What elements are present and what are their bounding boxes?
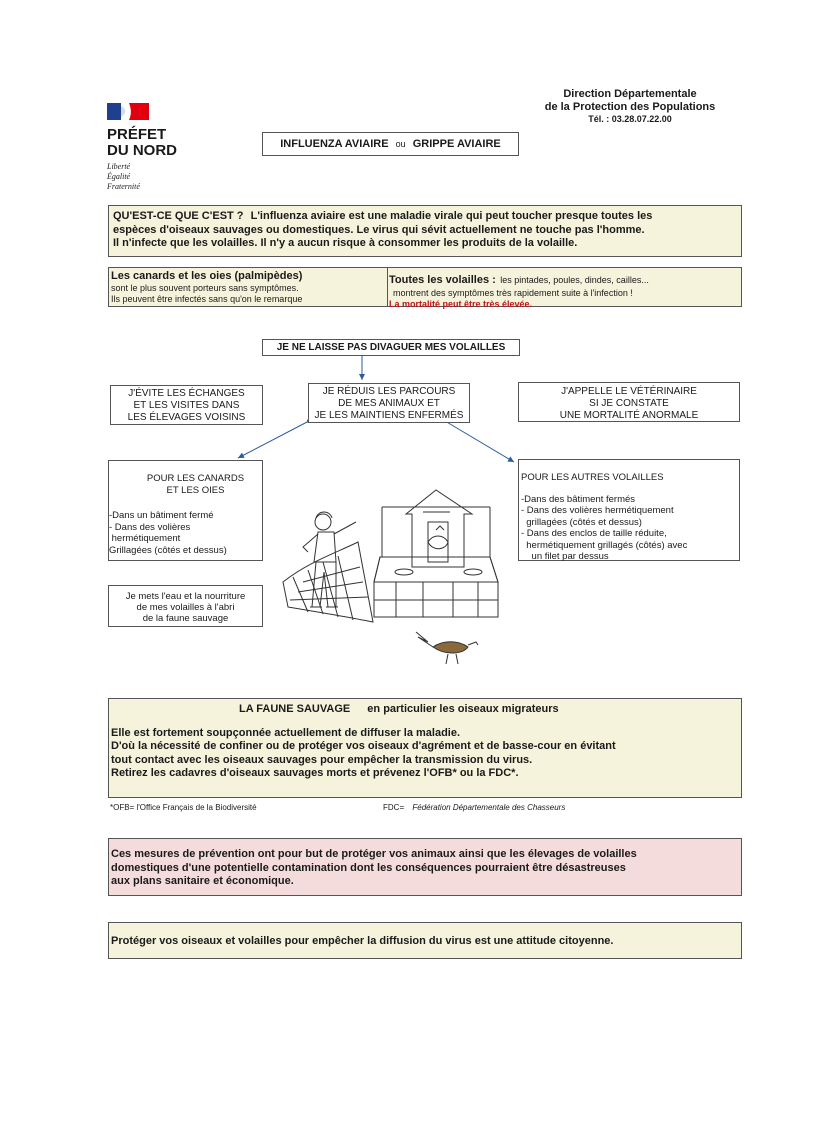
flow-center-box	[308, 383, 470, 423]
footnote-fdc	[383, 802, 565, 813]
org-phone: Tél. : 03.28.07.22.00	[588, 114, 672, 124]
ducks-box-item: hermétiquement	[109, 533, 181, 544]
title-part2: GRIPPE AVIAIRE	[412, 138, 501, 150]
footnote-fdc-label: FDC=	[383, 803, 405, 812]
prevention-line1: Ces mesures de prévention ont pour but de protéger vos animaux ainsi que les élevages de volailles	[111, 848, 637, 860]
closing-box	[108, 922, 742, 959]
arrow-center-to-ducks	[238, 421, 309, 458]
poultry-info-line1: montrent des symptômes très rapidement suite à l'infection !	[393, 288, 633, 298]
ducks-box-items	[109, 510, 262, 556]
footnote-ofb: *OFB= l'Office Français de la Biodiversité	[110, 803, 257, 812]
ducks-box-item: - Dans des volières	[109, 521, 191, 533]
prevention-box	[108, 838, 742, 896]
wildlife-line2: D'où la nécessité de confiner ou de protéger vos oiseaux d'agrément et de basse-cour en évitant	[111, 740, 616, 752]
flow-center-2: DE MES ANIMAUX ET	[338, 398, 440, 409]
org-line1: Direction Départementale	[563, 88, 697, 100]
prevention-line3: aux plans sanitaire et économique.	[111, 875, 294, 887]
motto-3: Fraternité	[107, 182, 140, 191]
flow-top-box	[262, 339, 520, 356]
other-box-item: - Dans des volières hermétiquement	[521, 505, 674, 516]
flow-left-3: LES ÉLEVAGES VOISINS	[127, 412, 246, 423]
title-part1: INFLUENZA AVIAIRE	[280, 138, 389, 150]
intro-question: QU'EST-CE QUE C'EST ?	[113, 210, 244, 222]
closing-text: Protéger vos oiseaux et volailles pour empêcher la diffusion du virus est une attitude citoyenne.	[111, 935, 614, 947]
flow-right-2: SI JE CONSTATE	[589, 398, 669, 409]
footnote-fdc-text: Fédération Départementale des Chasseurs	[412, 803, 566, 812]
ducks-info-title: Les canards et les oies (palmipèdes)	[111, 270, 303, 282]
ducks-box-title	[129, 473, 262, 496]
flow-left-1: J'ÉVITE LES ÉCHANGES	[128, 388, 245, 399]
wildlife-subtitle: en particulier les oiseaux migrateurs	[367, 703, 559, 715]
other-box-item: -Dans des bâtiment fermés	[521, 493, 636, 505]
ducks-box-title1: POUR LES CANARDS	[146, 473, 245, 484]
intro-line1: L'influenza aviaire est une maladie virale qui peut toucher presque toutes les	[250, 210, 653, 222]
flow-left-box	[110, 385, 263, 425]
flow-top-text: JE NE LAISSE PAS DIVAGUER MES VOLAILLES	[276, 342, 506, 353]
org-line2: de la Protection des Populations	[544, 101, 716, 113]
wildlife-header	[239, 703, 739, 717]
water-line2: de mes volailles à l'abri	[136, 602, 235, 613]
flow-center-1: JE RÉDUIS LES PARCOURS	[322, 386, 456, 397]
prevention-line2: domestiques d'une potentielle contamination dont les conséquences pourraient être désastreuses	[111, 861, 626, 874]
other-box-item: un filet par dessus	[521, 551, 609, 562]
flow-right-3: UNE MORTALITÉ ANORMALE	[559, 410, 699, 421]
intro-line3: Il n'infecte que les volailles. Il n'y a aucun risque à consommer les produits de la volaille.	[113, 237, 578, 249]
arrow-center-to-other	[445, 421, 514, 462]
water-line3: de la faune sauvage	[142, 613, 229, 624]
flow-left-2: ET LES VISITES DANS	[133, 400, 240, 411]
prefet-line2: DU NORD	[107, 142, 177, 159]
poultry-info-title: Toutes les volailles :	[389, 274, 496, 286]
flow-right-box	[518, 382, 740, 422]
flow-right-1: J'APPELLE LE VÉTÉRINAIRE	[561, 386, 697, 397]
wildlife-line3: tout contact avec les oiseaux sauvages pour empêcher la transmission du virus.	[111, 753, 533, 766]
poultry-info-title-rest: les pintades, poules, dindes, cailles...	[500, 275, 649, 285]
wildlife-title: LA FAUNE SAUVAGE	[239, 703, 351, 715]
motto-1: Liberté	[107, 162, 131, 171]
ducks-info-line1: sont le plus souvent porteurs sans symptômes.	[111, 283, 299, 293]
wildlife-line4: Retirez les cadavres d'oiseaux sauvages morts et prévenez l'OFB* ou la FDC*.	[111, 767, 519, 779]
pheasant-icon	[416, 632, 478, 664]
ducks-box-item: Grillagées (côtés et dessus)	[109, 544, 227, 556]
intro-line2: espèces d'oiseaux sauvages ou domestiques. Le virus qui sévit actuellement ne touche pas l'homme.	[113, 223, 645, 236]
wildlife-line1: Elle est fortement soupçonnée actuellement de diffuser la maladie.	[111, 726, 461, 739]
title-ou: ou	[395, 139, 406, 149]
other-poultry-box	[518, 459, 740, 561]
ducks-box	[108, 460, 263, 561]
ducks-box-title2: ET LES OIES	[166, 484, 225, 496]
other-box-item: hermétiquement grillagés (côtés) avec	[521, 539, 688, 551]
ducks-box-item: -Dans un bâtiment fermé	[109, 510, 214, 521]
poultry-enclosure-illustration	[278, 482, 518, 672]
wildlife-box	[108, 698, 742, 798]
poultry-info-line2: La mortalité peut être très élevée.	[389, 299, 533, 309]
water-line1: Je mets l'eau et la nourriture	[125, 591, 246, 602]
prefet-line1: PRÉFET	[107, 126, 167, 143]
other-box-items	[521, 494, 739, 563]
motto-2: Égalité	[107, 172, 131, 181]
flow-center-3: JE LES MAINTIENS ENFERMÉS	[314, 410, 464, 421]
other-box-title: POUR LES AUTRES VOLAILLES	[521, 472, 664, 483]
ducks-info-line2: Ils peuvent être infectés sans qu'on le remarque	[111, 294, 303, 304]
other-box-item: grillagées (côtés et dessus)	[521, 516, 642, 528]
water-food-box	[108, 585, 263, 627]
other-box-item: - Dans des enclos de taille réduite,	[521, 528, 667, 539]
